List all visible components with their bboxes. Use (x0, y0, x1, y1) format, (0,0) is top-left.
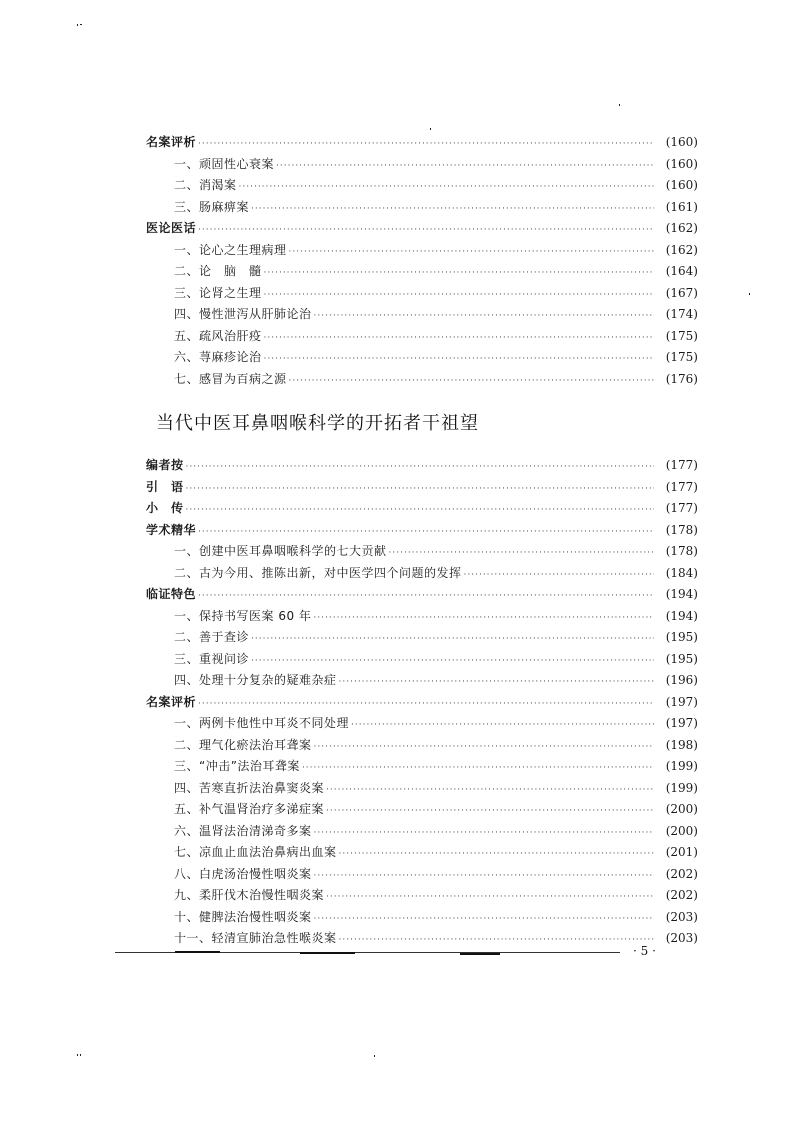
toc-entry[interactable] (146, 563, 698, 585)
toc-entry-page: (198) (665, 737, 698, 752)
toc-entry[interactable] (146, 799, 698, 821)
toc-entry-page: (177) (665, 501, 698, 515)
toc-entry-page: (200) (665, 802, 698, 816)
dot-leader (302, 758, 654, 780)
toc-entry-page: (194) (665, 587, 698, 601)
toc-entry[interactable] (146, 821, 698, 843)
toc-entry-label: 引 语 (146, 479, 184, 494)
toc-entry-page: (202) (665, 866, 698, 881)
toc-entry-label: 十一、轻清宣肺治急性喉炎案 (174, 931, 337, 945)
dot-leader (389, 543, 654, 565)
toc-entry-label: 二、理气化瘀法治耳聋案 (174, 737, 312, 752)
toc-entry-label: 一、顽固性心衰案 (174, 156, 275, 171)
dot-leader (314, 306, 654, 328)
dot-leader (239, 177, 654, 199)
toc-entry-page: (175) (665, 328, 698, 343)
dot-leader (351, 715, 654, 737)
section-title: 当代中医耳鼻咽喉科学的开拓者干祖望 (156, 413, 479, 434)
toc-entry-page: (177) (665, 479, 698, 494)
dot-leader (339, 672, 654, 694)
toc-entry-label: 名案评析 (146, 135, 197, 149)
toc-entry-page: (161) (665, 199, 698, 214)
dot-leader (314, 866, 654, 888)
toc-entry-label: 六、荨麻疹论治 (174, 350, 262, 364)
toc-entry-label: 七、凉血止血法治鼻病出血案 (174, 845, 337, 859)
toc-entry[interactable] (146, 713, 698, 735)
dot-leader (313, 608, 654, 630)
scan-speck (77, 1054, 78, 1056)
toc-entry-page: (195) (665, 630, 698, 644)
toc-entry-label: 四、苦寒直折法治鼻窦炎案 (174, 780, 325, 795)
toc-entry-page: (199) (665, 759, 698, 773)
toc-entry-page: (176) (665, 371, 698, 386)
dot-leader (198, 220, 654, 242)
dot-leader (198, 134, 654, 156)
dot-leader (251, 629, 654, 651)
dot-leader (198, 522, 654, 544)
scan-speck (619, 104, 620, 106)
toc-entry-page: (197) (665, 694, 698, 709)
dot-leader (264, 263, 654, 285)
toc-entry-label: 医论医话 (146, 221, 197, 235)
toc-heading-entry[interactable] (146, 520, 698, 542)
toc-entry[interactable] (146, 756, 698, 778)
toc-entry[interactable] (146, 928, 698, 950)
toc-entry[interactable] (146, 326, 698, 348)
dot-leader (339, 844, 654, 866)
toc-entry-page: (199) (665, 780, 698, 795)
toc-entry[interactable] (146, 304, 698, 326)
toc-heading-entry[interactable] (146, 218, 698, 240)
toc-entry-page: (194) (665, 608, 698, 623)
dot-leader (198, 694, 654, 716)
dot-leader (276, 156, 654, 178)
toc-entry-label: 十、健脾法治慢性咽炎案 (174, 909, 312, 924)
scan-speck (80, 24, 82, 25)
toc-entry-label: 二、善于查诊 (174, 630, 250, 644)
toc-entry-label: 五、补气温肾治疗多涕症案 (174, 802, 325, 816)
dot-leader (314, 823, 654, 845)
toc-entry-label: 九、柔肝伐木治慢性咽炎案 (174, 888, 325, 902)
dot-leader (264, 285, 654, 307)
toc-entry-label: 一、保持书写医案 60 年 (174, 608, 312, 623)
toc-entry-label: 小 传 (146, 501, 184, 515)
toc-entry[interactable] (146, 735, 698, 757)
toc-entry-label: 二、古为今用、推陈出新，对中医学四个问题的发挥 (174, 565, 462, 580)
toc-entry-label: 三、论肾之生理 (174, 285, 262, 300)
toc-entry-page: (162) (665, 242, 698, 257)
toc-entry-page: (203) (665, 909, 698, 924)
page-number: · 5 · (633, 944, 656, 958)
toc-entry-page: (177) (665, 458, 698, 472)
toc-entry-page: (160) (665, 156, 698, 171)
toc-entry-label: 六、温肾法治清涕奇多案 (174, 823, 312, 838)
toc-entry-page: (184) (665, 565, 698, 580)
dot-leader (289, 242, 654, 264)
toc-entry-page: (178) (665, 544, 698, 558)
toc-entry-label: 三、“冲击”法治耳聋案 (174, 759, 300, 773)
toc-entry[interactable] (146, 261, 698, 283)
dot-leader (186, 500, 654, 522)
toc-heading-entry[interactable] (146, 498, 698, 520)
toc-entry-label: 学术精华 (146, 522, 197, 537)
toc-entry[interactable] (146, 283, 698, 305)
toc-entry[interactable] (146, 907, 698, 929)
toc-entry-page: (178) (665, 522, 698, 537)
toc-entry-label: 临证特色 (146, 587, 197, 601)
toc-entry-page: (196) (665, 673, 698, 687)
toc-entry[interactable] (146, 154, 698, 176)
dot-leader (464, 565, 654, 587)
scan-speck (77, 24, 78, 26)
toc-entry-page: (162) (665, 221, 698, 235)
toc-entry-label: 二、消渴案 (174, 178, 237, 192)
toc-entry-page: (167) (665, 285, 698, 300)
dot-leader (326, 887, 654, 909)
scan-speck (430, 128, 431, 130)
toc-entry-label: 名案评析 (146, 694, 197, 709)
dot-leader (251, 651, 654, 673)
scan-speck (80, 1054, 81, 1056)
toc-entry[interactable] (146, 649, 698, 671)
toc-entry-label: 一、创建中医耳鼻咽喉科学的七大贡献 (174, 544, 387, 558)
dot-leader (198, 586, 654, 608)
footer-rule-segment (460, 953, 500, 955)
toc-entry-page: (195) (665, 651, 698, 666)
toc-entry-label: 三、重视问诊 (174, 651, 250, 666)
dot-leader (251, 199, 654, 221)
toc-entry-page: (160) (665, 178, 698, 192)
dot-leader (264, 328, 654, 350)
toc-section-1 (146, 132, 698, 390)
toc-entry[interactable] (146, 240, 698, 262)
scan-speck (749, 293, 750, 295)
toc-entry[interactable] (146, 369, 698, 391)
toc-entry-page: (164) (665, 264, 698, 278)
dot-leader (314, 737, 654, 759)
toc-entry-label: 三、肠麻痹案 (174, 199, 250, 214)
toc-entry-page: (201) (665, 845, 698, 859)
toc-entry[interactable] (146, 347, 698, 369)
toc-section-2 (146, 455, 698, 950)
footer-rule-segment (175, 951, 220, 953)
toc-heading-entry[interactable] (146, 477, 698, 499)
toc-entry[interactable] (146, 778, 698, 800)
toc-entry-label: 编者按 (146, 458, 184, 472)
dot-leader (289, 371, 654, 393)
toc-entry[interactable] (146, 670, 698, 692)
toc-entry[interactable] (146, 627, 698, 649)
toc-entry[interactable] (146, 842, 698, 864)
dot-leader (264, 349, 654, 371)
toc-heading-entry[interactable] (146, 455, 698, 477)
toc-entry-label: 四、慢性泄泻从肝肺论治 (174, 307, 312, 321)
toc-entry[interactable] (146, 864, 698, 886)
toc-entry-label: 五、疏风治肝疫 (174, 328, 262, 343)
dot-leader (326, 780, 654, 802)
toc-entry-label: 四、处理十分复杂的疑难杂症 (174, 673, 337, 687)
toc-entry-label: 八、白虎汤治慢性咽炎案 (174, 866, 312, 881)
toc-entry[interactable] (146, 197, 698, 219)
toc-entry-label: 七、感冒为百病之源 (174, 371, 287, 386)
dot-leader (314, 909, 654, 931)
toc-heading-entry[interactable] (146, 584, 698, 606)
toc-entry[interactable] (146, 885, 698, 907)
toc-entry-page: (203) (665, 931, 698, 945)
dot-leader (186, 457, 654, 479)
dot-leader (339, 930, 654, 952)
toc-entry-page: (174) (665, 307, 698, 321)
dot-leader (186, 479, 654, 501)
toc-entry-label: 一、论心之生理病理 (174, 242, 287, 257)
footer-rule-segment (300, 952, 355, 954)
toc-entry-page: (160) (665, 135, 698, 149)
toc-entry[interactable] (146, 541, 698, 563)
toc-entry[interactable] (146, 175, 698, 197)
toc-heading-entry[interactable] (146, 132, 698, 154)
toc-entry-page: (202) (665, 888, 698, 902)
scan-speck (374, 1055, 375, 1057)
dot-leader (326, 801, 654, 823)
toc-entry-page: (197) (665, 716, 698, 730)
toc-entry-label: 二、论 脑 髓 (174, 264, 262, 278)
toc-entry-label: 一、两例卡他性中耳炎不同处理 (174, 716, 350, 730)
toc-heading-entry[interactable] (146, 692, 698, 714)
toc-entry-page: (175) (665, 350, 698, 364)
toc-entry-page: (200) (665, 823, 698, 838)
toc-entry[interactable] (146, 606, 698, 628)
